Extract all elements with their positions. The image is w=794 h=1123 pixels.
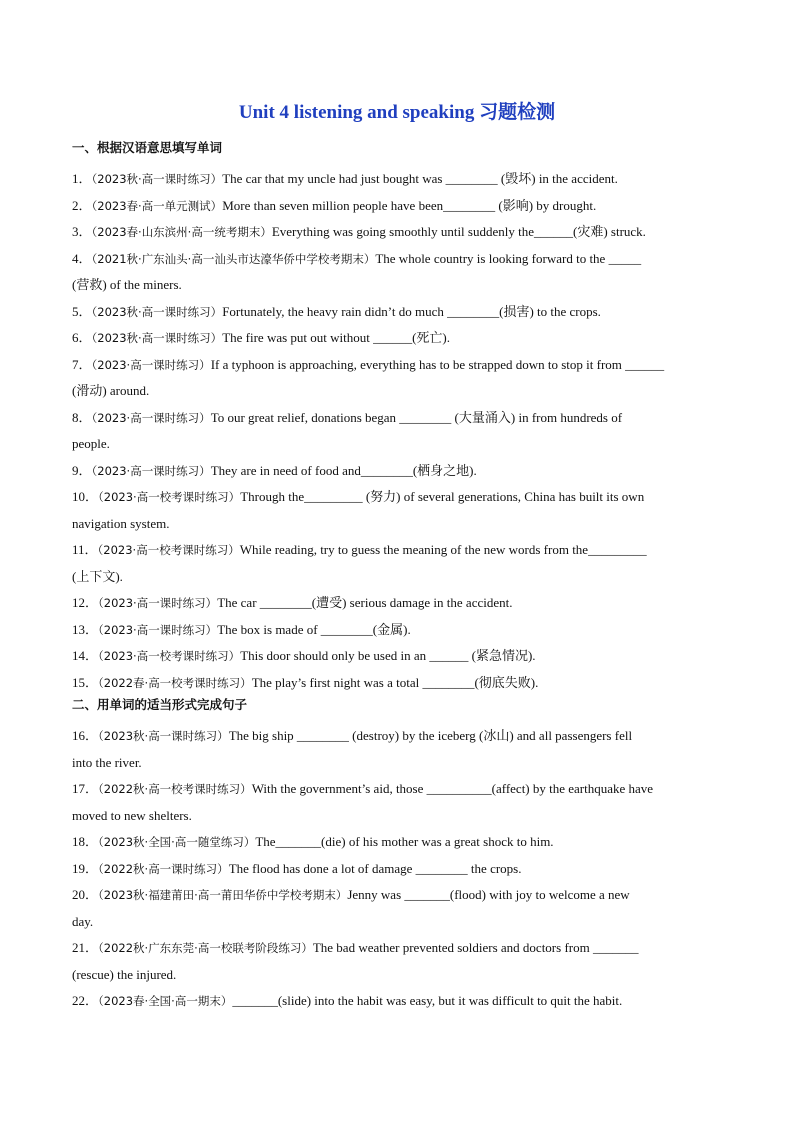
question-source: （2023·高一校考课时练习） — [98, 649, 241, 663]
question-line — [72, 776, 722, 803]
question-item — [72, 352, 722, 405]
question-number: 20． — [72, 887, 99, 902]
question-item — [72, 643, 722, 670]
question-continuation: navigation system. — [72, 515, 170, 531]
question-source: （2023·高一课时练习） — [91, 463, 211, 478]
question-item — [72, 617, 722, 644]
question-text: If a typhoon is approaching, everything has to be strapped down to stop it from ______ — [210, 356, 665, 372]
question-number: 9． — [72, 462, 92, 478]
question-line — [72, 405, 722, 432]
question-item — [72, 723, 722, 776]
question-line — [72, 193, 722, 220]
section-heading: 一、根据汉语意思填写单词 — [72, 140, 223, 155]
question-item — [72, 537, 722, 590]
question-line — [72, 670, 722, 697]
exercise-section — [72, 696, 722, 1015]
question-line — [72, 882, 722, 909]
question-source: （2023秋·全国·高一随堂练习） — [98, 835, 256, 849]
question-text: The whole country is looking forward to the _____ — [375, 250, 642, 266]
question-continuation: moved to new shelters. — [72, 807, 192, 823]
question-text: Everything was going smoothly until suddenly the______(灾难) struck. — [271, 224, 646, 239]
question-line — [72, 537, 722, 564]
question-line — [72, 643, 722, 670]
question-item — [72, 299, 722, 326]
question-source: （2023秋·高一课时练习） — [91, 304, 223, 319]
question-source: （2023·高一课时练习） — [98, 596, 218, 610]
question-item — [72, 935, 722, 988]
question-continuation: (上下文). — [72, 568, 123, 584]
question-number: 13． — [72, 621, 99, 637]
question-continuation: (滑动) around. — [72, 383, 150, 398]
question-source: （2023·高一校考课时练习） — [98, 490, 241, 504]
exercise-content — [72, 139, 722, 1015]
question-number: 11． — [72, 542, 98, 557]
question-source: （2023秋·福建莆田·高一莆田华侨中学校考期末） — [98, 888, 348, 902]
question-item — [72, 458, 722, 485]
question-source: （2022秋·广东东莞·高一校联考阶段练习） — [98, 941, 313, 955]
question-item — [72, 166, 722, 193]
question-continuation: people. — [72, 436, 110, 451]
question-line — [72, 299, 722, 326]
question-number: 6． — [72, 330, 92, 345]
question-text: The bad weather prevented soldiers and doctors from _______ — [312, 940, 639, 955]
question-item — [72, 246, 722, 299]
question-number: 22． — [72, 993, 99, 1008]
question-line — [72, 829, 722, 856]
question-item — [72, 670, 722, 697]
question-continuation: (营救) of the miners. — [72, 277, 182, 292]
question-item — [72, 219, 722, 246]
question-text: This door should only be used in an ______ (紧急情况). — [240, 648, 536, 663]
question-number: 21． — [72, 940, 99, 955]
question-text: More than seven million people have been________ (影响) by drought. — [222, 197, 597, 213]
question-text: With the government’s aid, those __________(affect) by the earthquake have — [251, 781, 654, 796]
question-line — [72, 723, 722, 750]
question-continuation: day. — [72, 913, 94, 929]
question-number: 12． — [72, 595, 99, 610]
question-line — [72, 166, 722, 193]
question-number: 5． — [72, 303, 92, 319]
question-number: 15． — [72, 674, 99, 690]
question-text: Jenny was _______(flood) with joy to welcome a new — [347, 887, 630, 902]
question-number: 17． — [72, 781, 99, 796]
question-number: 2． — [72, 197, 92, 213]
question-text: The_______(die) of his mother was a great shock to him. — [255, 834, 554, 849]
question-line — [72, 484, 722, 511]
question-number: 14． — [72, 648, 99, 663]
question-source: （2023春·山东滨州·高一统考期末） — [91, 225, 272, 239]
question-source: （2022秋·高一课时练习） — [98, 861, 229, 876]
question-item — [72, 325, 722, 352]
question-source: （2022秋·高一校考课时练习） — [98, 782, 252, 796]
page-title: Unit 4 listening and speaking 习题检测 — [238, 102, 556, 123]
question-text: The big ship ________ (destroy) by the iceberg (冰山) and all passengers fell — [228, 728, 633, 743]
question-item — [72, 882, 722, 935]
question-number: 16． — [72, 728, 99, 743]
question-source: （2023·高一课时练习） — [91, 410, 211, 425]
question-line — [72, 246, 722, 273]
question-line — [72, 935, 722, 962]
question-line — [72, 325, 722, 352]
question-source: （2023·高一校考课时练习） — [97, 543, 240, 557]
question-source: （2022春·高一校考课时练习） — [98, 675, 252, 690]
question-text: The flood has done a lot of damage ________ the crops. — [228, 860, 522, 876]
question-item — [72, 988, 722, 1015]
question-continuation: into the river. — [72, 754, 142, 770]
question-text: The car that my uncle had just bought was ________ (毁坏) in the accident. — [222, 171, 618, 186]
question-text: While reading, try to guess the meaning of the new words from the_________ — [239, 542, 647, 557]
exercise-section — [72, 139, 722, 696]
question-text: The fire was put out without ______(死亡). — [222, 330, 451, 345]
question-line — [72, 988, 722, 1015]
question-line — [72, 352, 722, 379]
question-continuation: (rescue) the injured. — [72, 966, 177, 982]
question-number: 10． — [72, 489, 99, 504]
question-line — [72, 458, 722, 485]
question-item — [72, 193, 722, 220]
question-text: The play’s first night was a total ________(彻底失败). — [251, 674, 539, 690]
question-text: Through the_________ (努力) of several generations, China has built its own — [240, 489, 645, 504]
question-text: They are in need of food and________(栖身之地). — [210, 462, 477, 478]
question-text: Fortunately, the heavy rain didn’t do much ________(损害) to the crops. — [222, 303, 601, 319]
question-number: 4． — [72, 250, 92, 266]
question-source: （2023春·高一单元测试） — [91, 198, 223, 213]
question-item — [72, 484, 722, 537]
question-text: The box is made of ________(金属). — [217, 621, 411, 637]
question-text: To our great relief, donations began ________ (大量涌入) in from hundreds of — [210, 409, 623, 425]
question-line — [72, 219, 722, 246]
question-line — [72, 617, 722, 644]
question-text: _______(slide) into the habit was easy, but it was difficult to quit the habit. — [232, 993, 623, 1008]
question-number: 8． — [72, 409, 92, 425]
question-source: （2023春·全国·高一期末） — [98, 994, 233, 1008]
question-source: （2023秋·高一课时练习） — [91, 331, 223, 345]
question-item — [72, 590, 722, 617]
question-item — [72, 776, 722, 829]
question-number: 3． — [72, 224, 92, 239]
question-item — [72, 856, 722, 883]
question-line — [72, 856, 722, 883]
question-text: The car ________(遭受) serious damage in the accident. — [217, 595, 513, 610]
question-source: （2023秋·高一课时练习） — [98, 729, 229, 743]
question-source: （2021秋·广东汕头·高一汕头市达濠华侨中学校考期末） — [91, 251, 376, 266]
question-number: 1． — [72, 171, 92, 186]
question-line — [72, 590, 722, 617]
question-number: 7． — [72, 356, 92, 372]
section-heading: 二、用单词的适当形式完成句子 — [72, 697, 248, 712]
question-source: （2023秋·高一课时练习） — [91, 172, 223, 186]
question-source: （2023·高一课时练习） — [98, 622, 218, 637]
question-number: 19． — [72, 860, 99, 876]
question-source: （2023·高一课时练习） — [91, 357, 211, 372]
question-number: 18． — [72, 834, 99, 849]
question-item — [72, 405, 722, 458]
question-item — [72, 829, 722, 856]
